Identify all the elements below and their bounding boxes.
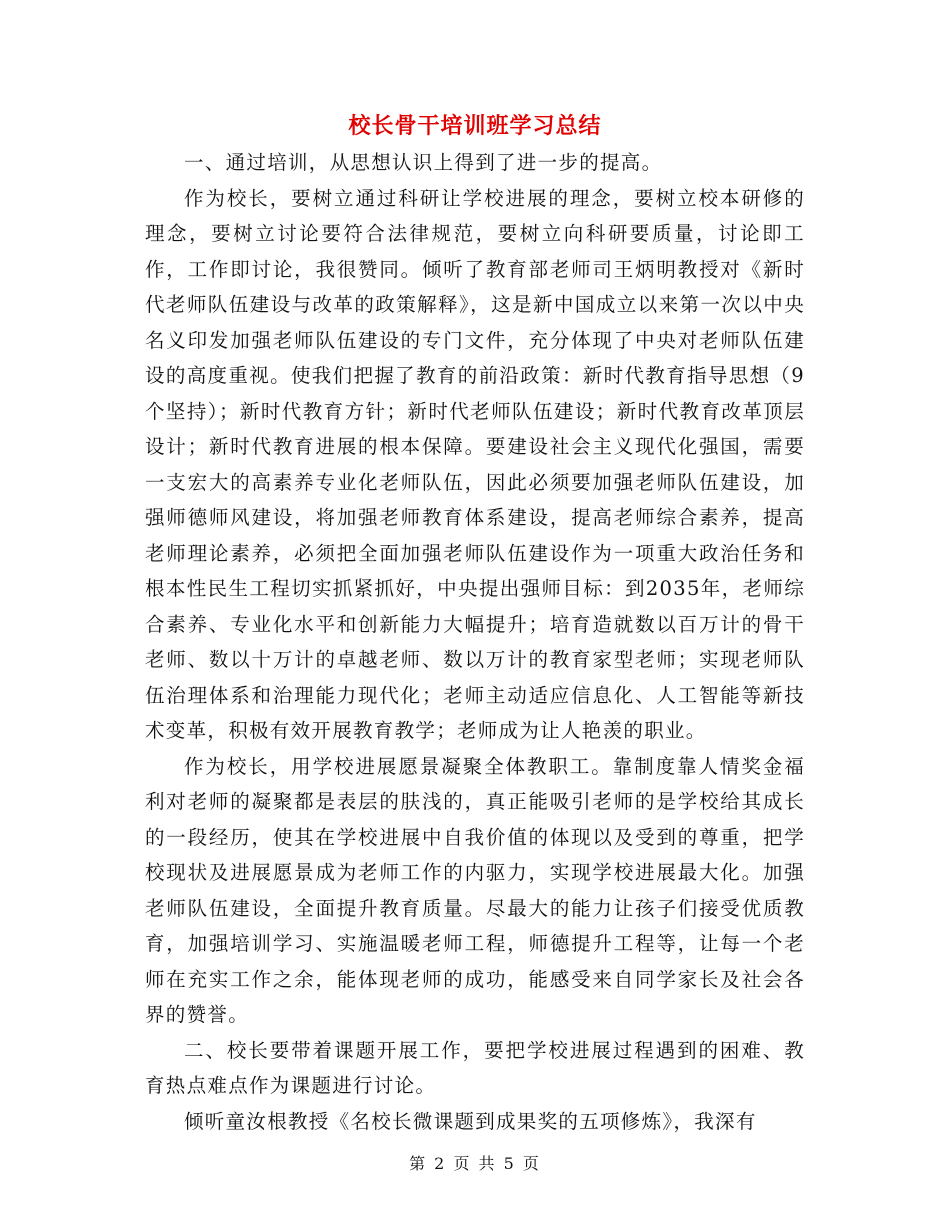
paragraph-section-two-heading: 二、校长要带着课题开展工作，要把学校进展过程遇到的困难、教育热点难点作为课题进行讨论。 bbox=[145, 1038, 805, 1097]
paragraph-principal-research: 作为校长，要树立通过科研让学校进展的理念，要树立校本研修的理念，要树立讨论要符合法律规范，要树立向科研要质量，讨论即工作，工作即讨论，我很赞同。倾听了教育部老师司王炳明教授对《新时代老师队伍建设与改革的政策解释》，这是新中国成立以来第一次以中央名义印发加强老师队伍建设的专门文件，充分体现了中央对老师队伍建设的高度重视。使我们把握了教育的前沿政策：新时代教育指导思想（9个坚持）；新时代教育方针；新时代老师队伍建设；新时代教育改革顶层设计；新时代教育进展的根本保障。要建设社会主义现代化强国，需要一支宏大的高素养专业化老师队伍，因此必须要加强老师队伍建设，加强师德师风建设，将加强老师教育体系建设，提高老师综合素养，提高老师理论素养，必须把全面加强老师队伍建设作为一项重大政治任务和根本性民生工程切实抓紧抓好，中央提出强师目标：到2035年，老师综合素养、专业化水平和创新能力大幅提升；培育造就数以百万计的骨干老师、数以十万计的卓越老师、数以万计的教育家型老师；实现老师队伍治理体系和治理能力现代化；老师主动适应信息化、人工智能等新技术变革，积极有效开展教育教学；老师成为让人艳羡的职业。 bbox=[145, 186, 805, 742]
paragraph-lecture-intro: 倾听童汝根教授《名校长微课题到成果奖的五项修炼》，我深有 bbox=[184, 1109, 757, 1133]
page-number-footer: 第 2 页 共 5 页 bbox=[409, 1154, 541, 1173]
document-title: 校长骨干培训班学习总结 bbox=[348, 113, 602, 139]
paragraph-section-one-heading: 一、通过培训，从思想认识上得到了进一步的提高。 bbox=[184, 151, 663, 174]
paragraph-school-vision: 作为校长，用学校进展愿景凝聚全体教职工。靠制度靠人情奖金福利对老师的凝聚都是表层的肤浅的，真正能吸引老师的是学校给其成长的一段经历，使其在学校进展中自我价值的体现以及受到的尊重，把学校现状及进展愿景成为老师工作的内驱力，实现学校进展最大化。加强老师队伍建设，全面提升教育质量。尽最大的能力让孩子们接受优质教育，加强培训学习、实施温暖老师工程，师德提升工程等，让每一个老师在充实工作之余，能体现老师的成功，能感受来自同学家长及社会各界的赞誉。 bbox=[145, 754, 805, 1026]
document-body bbox=[145, 145, 805, 1139]
